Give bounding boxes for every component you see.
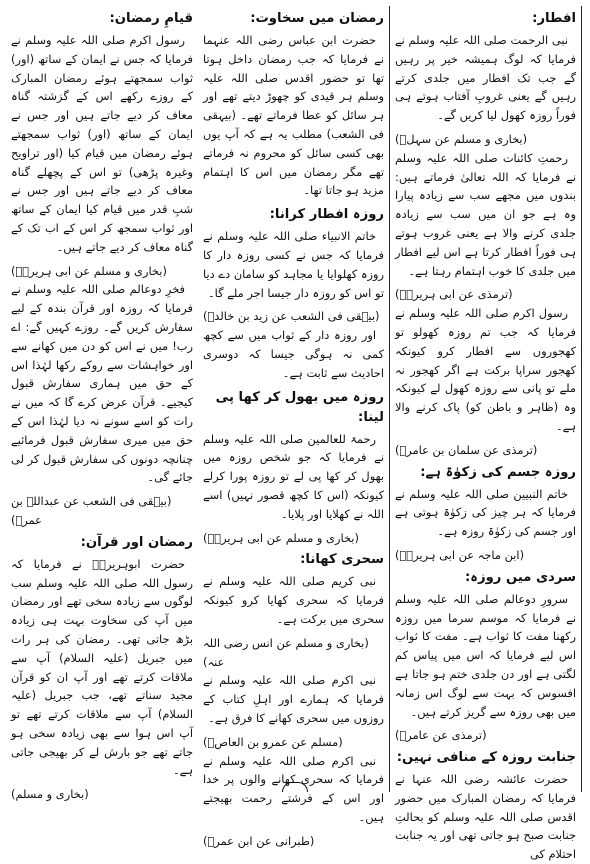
section-heading: سحری کھانا: — [300, 552, 384, 568]
hadith-paragraph: رحمتِ کائنات صلی اللہ علیہ وسلم نے فرمایا کہ اللہ تعالیٰ فرماتے ہیں: بندوں میں مجھے سب سے زیادہ پیارا وہ ہے جو ان میں سب سے زیادہ جلدی کرنے والا ہے یعنی غروب ہوتے ہی فوراً افطار کرتا ہے اس لیے افطار میں جلدی کا خوب اہتمام رہتا ہے۔ — [395, 150, 576, 278]
column-middle — [198, 6, 390, 848]
section-heading: افطار: — [532, 11, 576, 26]
hadith-paragraph: حضرت ابوہریرہؓ نے فرمایا کہ رسول اللہ صلی اللہ علیہ وسلم سب لوگوں سے زیادہ سخی تھے اور رمضان میں آپ کی سخاوت بہت ہی زیادہ بڑھ جاتی تھی۔ رمضان کی ہر رات میں جبریل (علیہ السلام) آپ سے ملاقات کرتے تھے اور آپ ان کو قرآن مجید سناتے تھے، جب جبریل (علیہ السلام) آپ سے ملاقات کرتے تھے تو آپ اس ہوا سے بھی زیادہ سخی ہو جاتے تھے جو بارش لے کر بھیجی جاتی ہے۔ — [11, 556, 193, 778]
hadith-reference: (ترمذی عن ابی ہریرہؓ) — [395, 287, 513, 302]
hadith-paragraph: خاتم النبیین صلی اللہ علیہ وسلم نے فرمایا کہ ہر چیز کی زکوٰۃ ہوتی ہے اور جسم کی زکوٰۃ روزہ ہے۔ — [395, 486, 576, 539]
section-heading: رمضان میں سخاوت: — [250, 11, 384, 26]
hadith-paragraph: حضرت عائشہ رضی اللہ عنہا نے فرمایا کہ رمضان المبارک میں حضور اقدس صلی اللہ علیہ وسلم کو بحالتِ جنابت صبح ہو جاتی تھی اور یہ جنابت احتلام کی — [395, 772, 576, 862]
hadith-paragraph: رسول اکرم صلی اللہ علیہ وسلم نے فرمایا کہ جس نے ایمان کے ساتھ (اور) ثواب سمجھتے ہوئے رمضان المبارک کے روزے رکھے اس کے گزشتہ گناہ معاف کر دیے جاتے ہیں اور جس نے ایمان کے ساتھ (اور) ثواب سمجھتے ہوئے رمضان میں قیام کیا (اور تراویح وغیرہ پڑھی) تو اس کے پچھلے گناہ معاف کر دیے جاتے ہیں اور جس نے شبِ قدر میں قیام کیا ایمان کے ساتھ اور ثواب سمجھ کر اس کے اب تک کے گناہ معاف کر دیے جاتے ہیں۔ — [11, 33, 193, 254]
section-heading: قیامِ رمضان: — [109, 11, 193, 26]
hadith-paragraph: نبی اکرم صلی اللہ علیہ وسلم نے فرمایا کہ ہمارے اور اہلِ کتاب کے روزوں میں سحری کھانے کا فرق ہے۔ — [203, 673, 384, 725]
hadith-reference: (ترمذی عن عامرؓ) — [395, 728, 487, 743]
hadith-paragraph: حضرت ابن عباس رضی اللہ عنہما نے فرمایا کہ جب رمضان داخل ہوتا تھا تو حضور اقدس صلی اللہ علیہ وسلم ہر قیدی کو چھوڑ دیتے تھے اور ہر سائل کو عطا فرماتے تھے۔ (بیہقی فی الشعب) مطلب یہ ہے کہ آپ یوں بھی کسی سائل کو محروم نہ فرماتے تھے مگر رمضان میں اس کا اہتمام مزید ہو جاتا تھا۔ — [203, 33, 384, 198]
column-right — [6, 6, 198, 802]
hadith-paragraph: خاتم الانبیاء صلی اللہ علیہ وسلم نے فرمایا کہ جس نے کسی روزہ دار کا روزہ کھلوایا یا مجاہد کو سامان دے دیا تو اس کو روزہ دار جیسا اجر ملے گا۔ — [203, 229, 384, 300]
hadith-reference: (بخاری و مسلم عن ابی ہریرہؓ) — [11, 263, 167, 278]
hadith-reference: (بیہقی فی الشعب عن عبداللہ بن عمرؓ) — [11, 494, 172, 527]
section-heading: سردی میں روزہ: — [464, 569, 576, 585]
hadith-paragraph: رسول اکرم صلی اللہ علیہ وسلم نے فرمایا کہ جب تم روزہ کھولو تو کھجوروں سے افطار کرو کیونکہ کھجور سراپا برکت ہے اگر کھجور نہ ملے تو پانی سے روزہ کھول لے کیونکہ وہ (ظاہر و باطن کو) پاک کرنے والا ہے۔ — [395, 306, 576, 433]
hadith-reference: (مسلم عن عمرو بن العاصؓ) — [203, 734, 343, 749]
hadith-paragraph: نبی اکرم صلی اللہ علیہ وسلم نے فرمایا کہ سحری کھانے والوں پر خدا اور اس کے فرشتے رحمت بھیجتے ہیں۔ — [203, 753, 384, 824]
hadith-paragraph: نبی الرحمت صلی اللہ علیہ وسلم نے فرمایا کہ لوگ ہمیشہ خیر پر رہیں گے جب تک افطار میں جلدی کرتے رہیں گے یعنی غروبِ آفتاب ہوتے ہی فوراً روزہ کھول لیا کریں گے۔ — [395, 33, 576, 123]
hadith-reference: (بخاری و مسلم عن سہلؓ) — [395, 131, 528, 146]
hadith-paragraph: فخرِ دوعالم صلی اللہ علیہ وسلم نے فرمایا کہ روزہ اور قرآن بندہ کے لیے سفارش کریں گے۔ روزے کہیں گے: اے رب! میں نے اس کو دن میں کھانے سے اور خواہشات سے روکے رکھا لہٰذا اس کے حق میں ہماری سفارش قبول کیجیے۔ قرآن عرض کرے گا کہ میں نے رات کو اسے سونے نہ دیا لہٰذا اس کے حق میں میری سفارش قبول فرمائیے چنانچہ دونوں کی سفارش قبول کر لی جائے گی۔ — [11, 282, 193, 485]
hadith-reference: (ترمذی عن سلمان بن عامرؓ) — [395, 442, 538, 457]
hadith-paragraph: سرورِ دوعالم صلی اللہ علیہ وسلم نے فرمایا کہ موسم سرما میں روزہ رکھنا مفت کا ثواب ہے۔ مفت کا ثواب اس لیے فرمایا کہ اس میں پیاس کم لگتی ہے اور دن جلدی ختم ہو جاتا ہے افسوس کہ بہت سے لوگ اس زمانہ میں بھی روزہ سے گریز کرتے ہیں۔ — [395, 591, 576, 719]
section-heading: روزہ میں بھول کر کھا پی لینا: — [215, 389, 384, 425]
hadith-reference: (بخاری و مسلم عن انس رضی اللہ عنہ) — [203, 635, 369, 669]
hadith-reference: (بخاری و مسلم عن ابی ہریرہؓ) — [203, 530, 359, 545]
page-number-tab — [282, 782, 308, 792]
section-heading: جنابت روزہ کے منافی نہیں: — [396, 750, 576, 766]
hadith-reference: (ابن ماجہ عن ابی ہریرہؓ) — [395, 547, 525, 562]
hadith-reference: (بخاری و مسلم) — [11, 787, 89, 802]
hadith-paragraph: رحمۃ للعالمین صلی اللہ علیہ وسلم نے فرمایا کہ جو شخص روزہ میں بھول کر کھا پی لے تو روزہ پورا کرلے کیونکہ (اس کا کچھ قصور نہیں) اسے اللہ نے کھلایا اور پلایا۔ — [203, 431, 384, 521]
section-heading: روزہ جسم کی زکوٰۃ ہے: — [420, 464, 576, 480]
hadith-reference: (بیہقی فی الشعب عن زید بن خالدؓ) — [203, 309, 380, 324]
hadith-reference: (طبرانی عن ابن عمرؓ) — [203, 833, 315, 848]
hadith-paragraph: اور روزہ دار کے ثواب میں سے کچھ کمی نہ ہوگی جیسا کہ دوسری احادیث سے ثابت ہے۔ — [203, 328, 384, 380]
column-left — [390, 6, 582, 862]
hadith-paragraph: نبی کریم صلی اللہ علیہ وسلم نے فرمایا کہ سحری کھایا کرو کیونکہ سحری میں برکت ہے۔ — [203, 574, 384, 626]
section-heading: روزہ افطار کرانا: — [269, 207, 384, 223]
section-heading: رمضان اور قرآن: — [80, 534, 193, 550]
